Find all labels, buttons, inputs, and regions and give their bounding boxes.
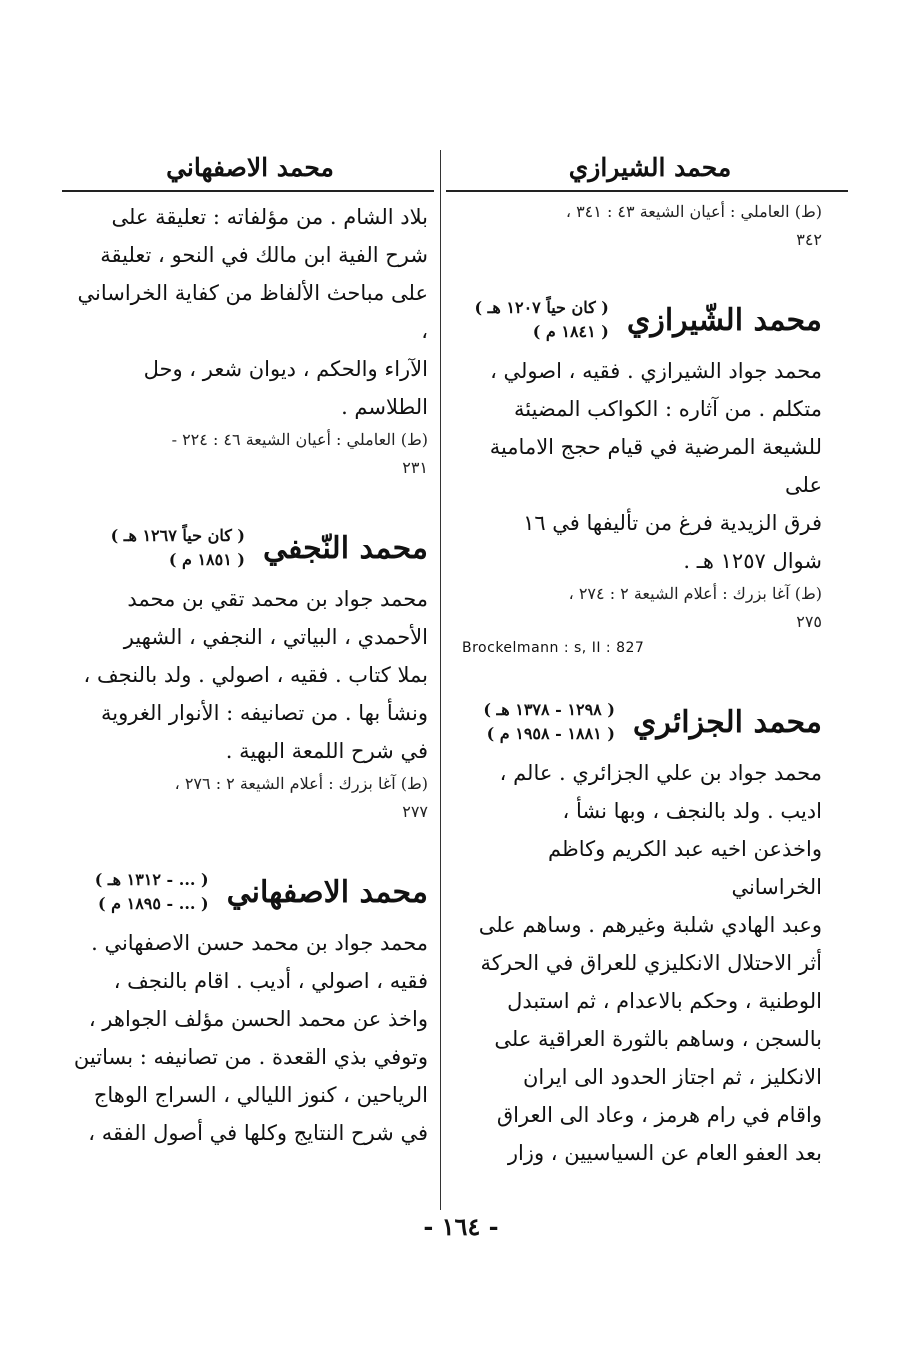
body-line: بملا كتاب . فقيه ، اصولي . ولد بالنجف ،	[83, 663, 428, 687]
dates-gregorian: ( ١٨٥١ م )	[168, 550, 245, 569]
body-line: محمد جواد الشيرازي . فقيه ، اصولي ،	[490, 359, 822, 383]
body-line: الآراء والحكم ، ديوان شعر ، وحل	[143, 357, 428, 381]
body-line: الانكليز ، ثم اجتاز الحدود الى ايران	[522, 1065, 822, 1089]
entry-dates	[95, 868, 209, 916]
entry-heading	[462, 690, 822, 754]
entry-name: محمد الاصفهاني	[226, 874, 428, 910]
column-divider	[440, 150, 441, 1210]
reference-line: (ط) آغا بزرك : أعلام الشيعة ٢ : ٢٧٤ ،	[568, 584, 822, 603]
body-line: الطلاسم .	[341, 395, 428, 419]
dates-hijri: ( ١٢٩٨ - ١٣٧٨ هـ )	[483, 700, 615, 719]
left-column	[72, 198, 428, 1152]
body-line: شوال ١٢٥٧ هـ .	[683, 549, 822, 573]
body-line: للشيعة المرضية في قيام حجج الامامية على	[489, 435, 822, 497]
body-line: على مباحث الألفاظ من كفاية الخراساني ،	[77, 281, 428, 343]
latin-reference: Brockelmann : s, II : 827	[462, 640, 645, 656]
page-number: - ١٦٤ -	[423, 1212, 499, 1241]
dates-hijri: ( كان حياً ١٢٠٧ هـ )	[474, 298, 609, 317]
body-line: في شرح اللمعة البهية .	[225, 739, 428, 763]
body-line: بعد العفو العام عن السياسيين ، وزار	[507, 1141, 822, 1165]
dates-gregorian: ( ١٨٨١ - ١٩٥٨ م )	[486, 724, 615, 743]
body-line: بالسجن ، وساهم بالثورة العراقية على	[494, 1027, 822, 1051]
dates-hijri: ( ... - ١٣١٢ هـ )	[94, 870, 209, 889]
reference-line-cont: ٢٣١	[402, 458, 428, 477]
entry-heading	[462, 288, 822, 352]
body-line: واقام في رام هرمز ، وعاد الى العراق	[496, 1103, 822, 1127]
reference-line-cont: ٣٤٢	[796, 230, 822, 249]
reference-line-cont: ٢٧٥	[796, 612, 822, 631]
body-line: وتوفي بذي القعدة . من تصانيفه : بساتين	[73, 1045, 428, 1069]
entry-dates	[111, 524, 245, 572]
body-line: أثر الاحتلال الانكليزي للعراق في الحركة	[480, 951, 822, 975]
body-line: فقيه ، اصولي ، أديب . اقام بالنجف ،	[113, 969, 428, 993]
header-rule-right	[446, 190, 848, 192]
body-line: محمد جواد بن محمد حسن الاصفهاني .	[91, 931, 428, 955]
right-column	[462, 198, 822, 1172]
body-line: محمد جواد بن محمد تقي بن محمد	[127, 587, 428, 611]
reference-line: (ط) العاملي : أعيان الشيعة ٤٦ : ٢٢٤ -	[171, 430, 428, 449]
body-line: الوطنية ، وحكم بالاعدام ، ثم استبدل	[507, 989, 822, 1013]
body-line: الأحمدي ، البياتي ، النجفي ، الشهير	[123, 625, 428, 649]
body-line: واخذعن اخيه عبد الكريم وكاظم الخراساني	[548, 837, 822, 899]
body-line: بلاد الشام . من مؤلفاته : تعليقة على	[111, 205, 428, 229]
body-line: وعبد الهادي شلبة وغيرهم . وساهم على	[478, 913, 822, 937]
body-line: الرياحين ، كنوز الليالي ، السراج الوهاج	[93, 1083, 428, 1107]
running-header-right: محمد الشيرازي	[568, 153, 732, 182]
entry-name: محمد الجزائري	[632, 704, 822, 740]
body-line: ونشأ بها . من تصانيفه : الأنوار الغروية	[101, 701, 428, 725]
body-line: في شرح النتايج وكلها في أصول الفقه ،	[88, 1121, 428, 1145]
entry-name: محمد النّجفي	[262, 530, 428, 566]
entry-name: محمد الشّيرازي	[626, 302, 822, 338]
running-header-left: محمد الاصفهاني	[166, 153, 334, 182]
body-line: فرق الزيدية فرغ من تأليفها في ١٦	[523, 511, 822, 535]
body-line: اديب . ولد بالنجف ، وبها نشأ ،	[562, 799, 822, 823]
reference-line: (ط) العاملي : أعيان الشيعة ٤٣ : ٣٤١ ،	[565, 202, 822, 221]
entry-dates	[483, 698, 615, 746]
dates-hijri: ( كان حياً ١٢٦٧ هـ )	[110, 526, 245, 545]
reference-line: (ط) آغا بزرك : أعلام الشيعة ٢ : ٢٧٦ ،	[174, 774, 428, 793]
body-line: متكلم . من آثاره : الكواكب المضيئة	[513, 397, 822, 421]
body-line: واخذ عن محمد الحسن مؤلف الجواهر ،	[88, 1007, 428, 1031]
body-line: شرح الفية ابن مالك في النحو ، تعليقة	[100, 243, 428, 267]
entry-heading	[72, 860, 428, 924]
header-rule-left	[62, 190, 434, 192]
body-line: محمد جواد بن علي الجزائري . عالم ،	[499, 761, 822, 785]
entry-heading	[72, 516, 428, 580]
entry-dates	[475, 296, 609, 344]
dates-gregorian: ( ... - ١٨٩٥ م )	[97, 894, 209, 913]
dates-gregorian: ( ١٨٤١ م )	[532, 322, 609, 341]
reference-line-cont: ٢٧٧	[402, 802, 428, 821]
